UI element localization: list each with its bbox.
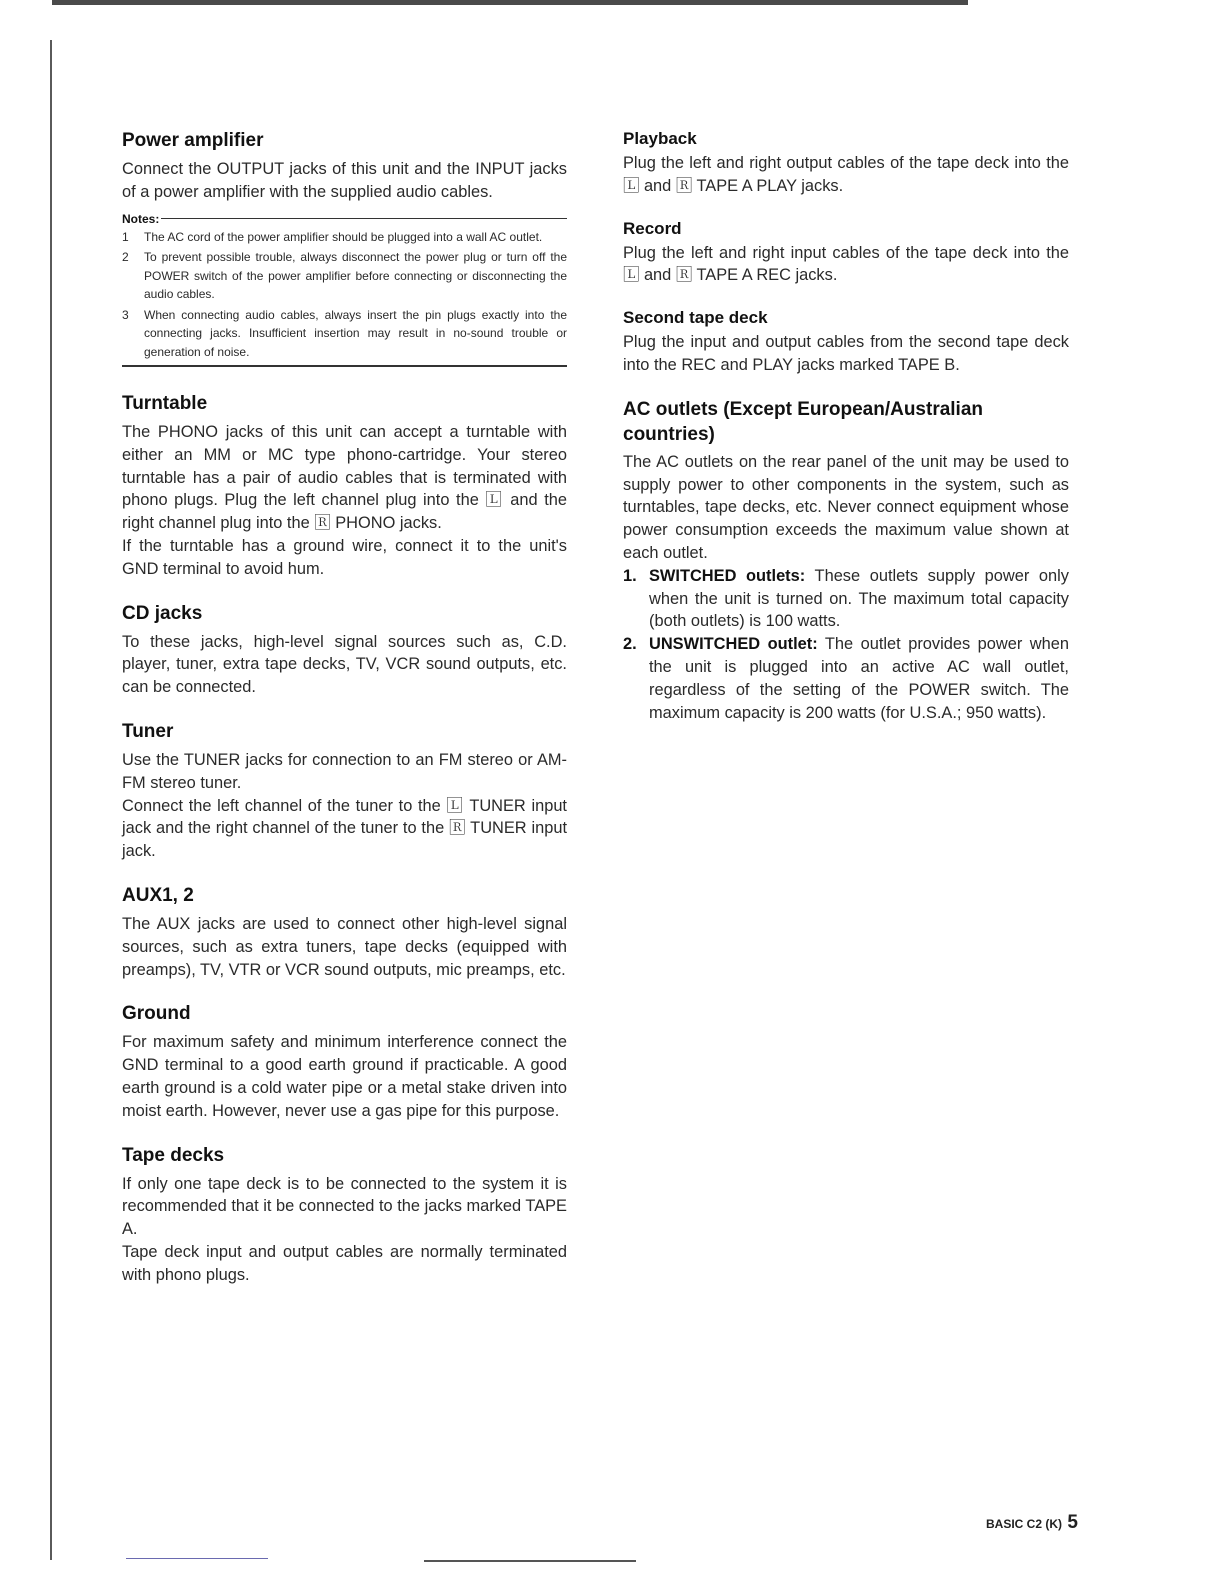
paragraph: The PHONO jacks of this unit can accept a turntable with either an MM or MC type phono-cartridge. Your stereo turntable has a pair of audio cables that is terminated with phono plugs. Plug the left channel plug into the 🄻 and the right channel plug into the 🅁 PHONO jacks. (122, 423, 567, 533)
heading-aux: AUX1, 2 (122, 885, 194, 907)
heading-tape-decks: Tape decks (122, 1144, 225, 1166)
paragraph: Connect the left channel of the tuner to the 🄻 TUNER input jack and the right channel of the tuner to the 🅁 TUNER input jack. (122, 796, 567, 861)
list-number: 1. (623, 566, 637, 585)
note-text: To prevent possible trouble, always disconnect the power plug or turn off the POWER switch of the power amplifier before connecting or disconnecting the audio cables. (144, 250, 567, 302)
heading-ground: Ground (122, 1003, 191, 1025)
list-item (623, 565, 1069, 633)
bottom-rule-left (126, 1558, 268, 1559)
notes-rule (161, 218, 567, 219)
list-number: 2. (623, 635, 637, 654)
list-text: These outlets supply power only when the unit is turned on. The maximum total capacity (both outlets) is 100 watts. (649, 566, 1069, 631)
section-tuner (122, 719, 567, 863)
top-border (52, 0, 968, 5)
section-cd-jacks (122, 601, 567, 699)
paragraph: Plug the left and right output cables of the tape deck into the 🄻 and 🅁 TAPE A PLAY jacks. (623, 154, 1069, 195)
page-number: 5 (1067, 1512, 1078, 1533)
paragraph: To these jacks, high-level signal sources such as, C.D. player, tuner, extra tape decks, TV, VCR sound outputs, etc. can be connected. (122, 632, 567, 697)
note-number: 2 (122, 250, 129, 265)
section-record (623, 218, 1069, 288)
section-power-amplifier (122, 128, 567, 367)
note-item (122, 248, 567, 304)
paragraph: Connect the OUTPUT jacks of this unit and the INPUT jacks of a power amplifier with the supplied audio cables. (122, 160, 567, 201)
paragraph: Plug the left and right input cables of the tape deck into the 🄻 and 🅁 TAPE A REC jacks. (623, 243, 1069, 285)
section-turntable (122, 391, 567, 581)
notes-box (122, 212, 567, 368)
footer-label: BASIC C2 (K) (986, 1517, 1063, 1531)
left-border (50, 40, 52, 1560)
paragraph: If only one tape deck is to be connected to the system it is recommended that it be connected to the jacks marked TAPE A. (122, 1174, 567, 1239)
note-text: The AC cord of the power amplifier should be plugged into a wall AC outlet. (144, 229, 543, 244)
section-playback (623, 128, 1069, 198)
list-lead: SWITCHED outlets: (649, 566, 806, 585)
section-aux (122, 883, 567, 981)
page-footer (986, 1512, 1078, 1534)
right-column (623, 128, 1069, 744)
note-number: 3 (122, 307, 129, 322)
note-text: When connecting audio cables, always insert the pin plugs exactly into the connecting jacks. Insufficient insertion may result in no-sound trouble or generation of noise. (144, 307, 567, 359)
section-ground (122, 1001, 567, 1122)
heading-cd-jacks: CD jacks (122, 602, 203, 624)
notes-label: Notes: (122, 211, 160, 226)
paragraph: For maximum safety and minimum interference connect the GND terminal to a good earth ground if practicable. A good earth ground is a cold water pipe or a metal stake driven into moist earth. However, never use a gas pipe for this purpose. (122, 1033, 567, 1120)
paragraph: The AC outlets on the rear panel of the unit may be used to supply power to other components in the system, such as turntables, tape decks, etc. Never connect equipment whose power consumption exceeds the maximum value shown at each outlet. (623, 452, 1069, 562)
note-item (122, 228, 567, 247)
note-item (122, 306, 567, 362)
left-column (122, 128, 567, 1307)
heading-power-amplifier: Power amplifier (122, 130, 264, 151)
heading-tuner: Tuner (122, 721, 174, 743)
note-number: 1 (122, 229, 129, 244)
heading-second-tape-deck: Second tape deck (623, 308, 768, 328)
heading-record: Record (623, 218, 682, 238)
paragraph: If the turntable has a ground wire, connect it to the unit's GND terminal to avoid hum. (122, 537, 567, 578)
list-lead: UNSWITCHED outlet: (649, 635, 818, 654)
heading-playback: Playback (623, 129, 697, 148)
bottom-rule-center (424, 1560, 636, 1562)
list-item (623, 633, 1069, 724)
section-tape-decks (122, 1143, 567, 1287)
paragraph: Tape deck input and output cables are normally terminated with phono plugs. (122, 1243, 567, 1284)
heading-ac-outlets: AC outlets (Except European/Australian countries) (623, 398, 984, 445)
heading-turntable: Turntable (122, 393, 208, 415)
paragraph: The AUX jacks are used to connect other high-level signal sources, such as extra tuners, tape decks (equipped with preamps), TV, VTR or VCR sound outputs, mic preamps, etc. (122, 915, 567, 979)
list-text: The outlet provides power when the unit is plugged into an active AC wall outlet, regardless of the setting of the POWER switch. The maximum capacity is 200 watts (for U.S.A.; 950 watts). (649, 635, 1069, 722)
paragraph: Use the TUNER jacks for connection to an FM stereo or AM-FM stereo tuner. (122, 751, 567, 792)
section-second-tape-deck (623, 307, 1069, 377)
paragraph: Plug the input and output cables from the second tape deck into the REC and PLAY jacks marked TAPE B. (623, 333, 1069, 374)
section-ac-outlets (623, 397, 1069, 725)
